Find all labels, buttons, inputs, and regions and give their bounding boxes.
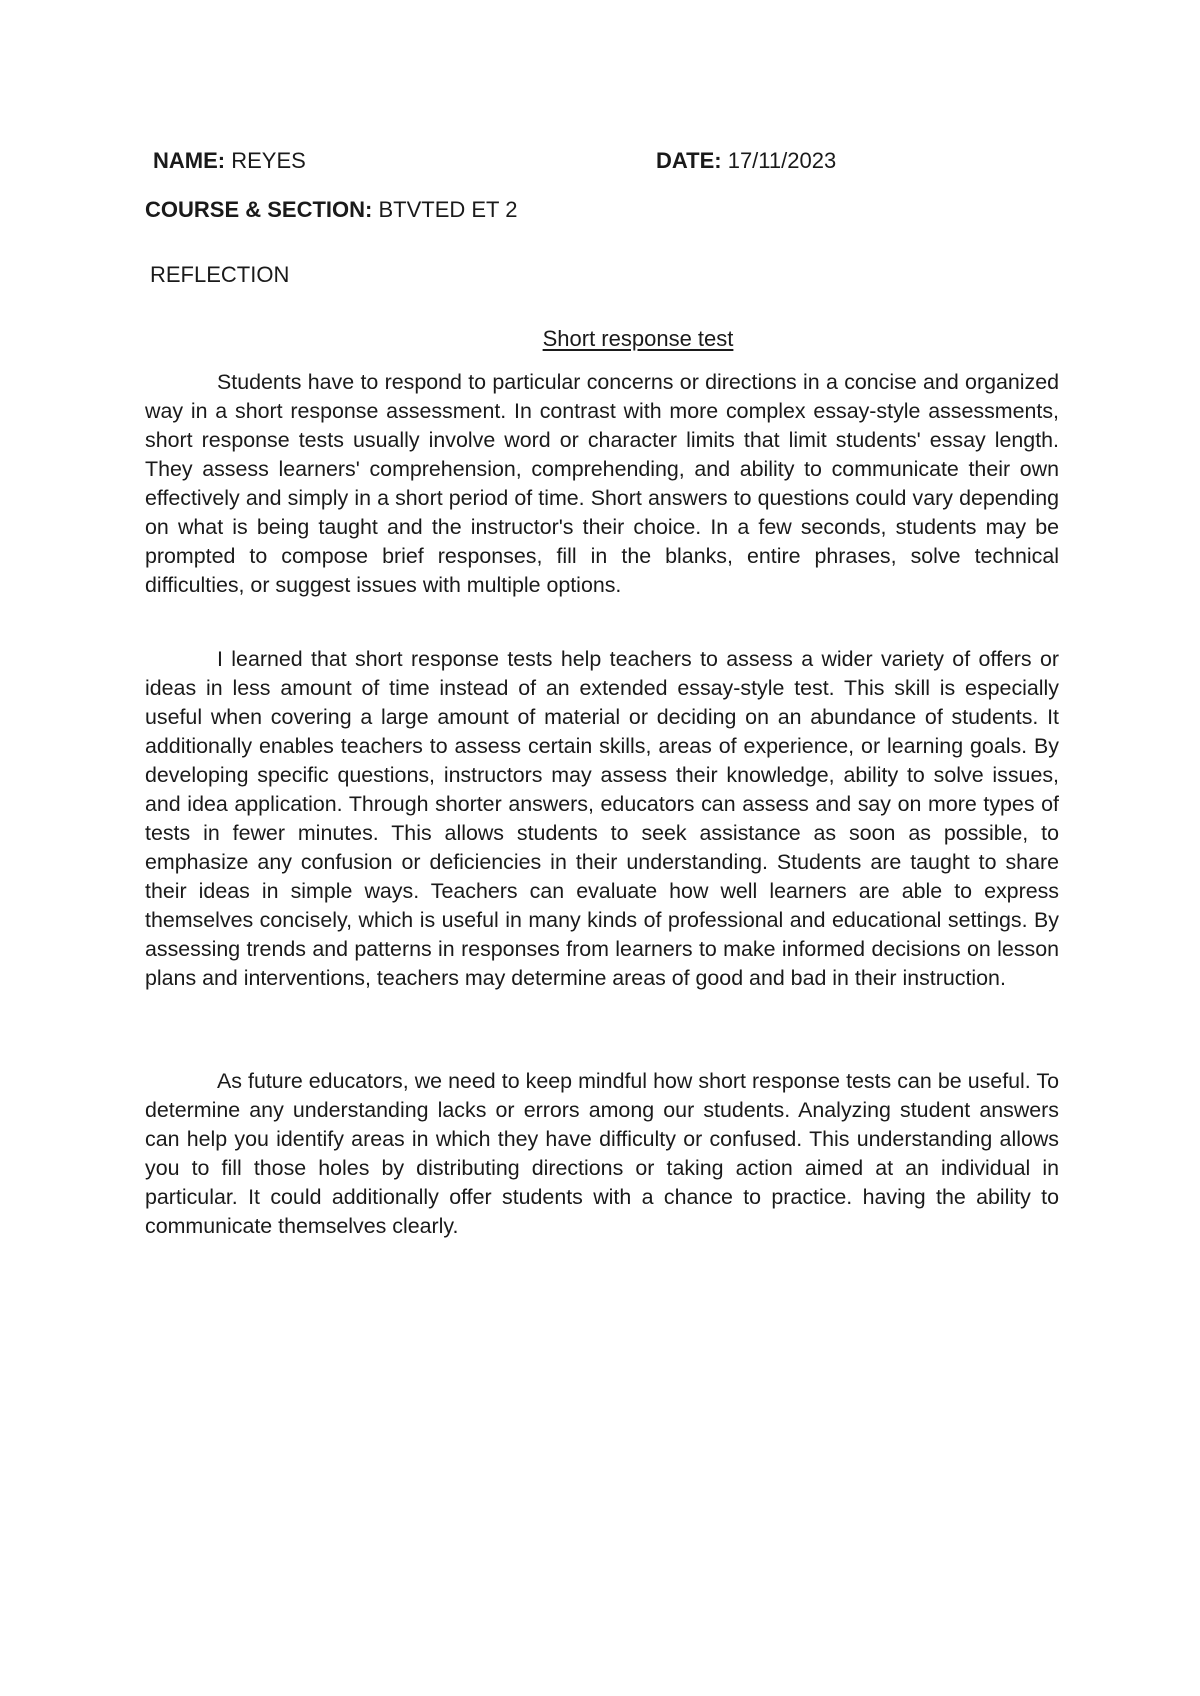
name-label: NAME: bbox=[153, 148, 226, 173]
section-heading: REFLECTION bbox=[150, 262, 290, 287]
course-value: BTVTED ET 2 bbox=[372, 197, 518, 222]
name-field bbox=[153, 148, 306, 174]
date-label: DATE: bbox=[656, 148, 722, 173]
paragraph-text: I learned that short response tests help teachers to assess a wider variety of offers or ideas in less amount of time instead of an extended essay-style test. This skill is especially useful when covering a large amount of material or deciding on an abundance of students. It additionally enables teachers to assess certain skills, areas of experience, or learning goals. By developing specific questions, instructors may assess their knowledge, ability to solve issues, and idea application. Through shorter answers, educators can assess and say on more types of tests in fewer minutes. This allows students to seek assistance as soon as possible, to emphasize any confusion or deficiencies in their understanding. Students are taught to share their ideas in simple ways. Teachers can evaluate how well learners are able to express themselves concisely, which is useful in many kinds of professional and educational settings. By assessing trends and patterns in responses from learners to make informed decisions on lesson plans and interventions, teachers may determine areas of good and bad in their instruction. bbox=[145, 647, 1059, 990]
paragraph-2 bbox=[145, 645, 1059, 993]
paragraph-1 bbox=[145, 368, 1059, 600]
document-subtitle: Short response test bbox=[542, 326, 734, 351]
course-label: COURSE & SECTION: bbox=[145, 197, 373, 222]
paragraph-3 bbox=[145, 1067, 1059, 1241]
paragraph-text: Students have to respond to particular concerns or directions in a concise and organized way in a short response assessment. In contrast with more complex essay-style assessments, short response tests usually involve word or character limits that limit students' essay length. They assess learners' comprehension, comprehending, and ability to communicate their own effectively and simply in a short period of time. Short answers to questions could vary depending on what is being taught and the instructor's their choice. In a few seconds, students may be prompted to compose brief responses, fill in the blanks, entire phrases, solve technical difficulties, or suggest issues with multiple options. bbox=[145, 370, 1059, 597]
course-section-field bbox=[145, 197, 517, 223]
date-value: 17/11/2023 bbox=[721, 148, 837, 173]
paragraph-text: As future educators, we need to keep mindful how short response tests can be useful. To determine any understanding lacks or errors among our students. Analyzing student answers can help you identify areas in which they have difficulty or confused. This understanding allows you to fill those holes by distributing directions or taking action aimed at an individual in particular. It could additionally offer students with a chance to practice. having the ability to communicate themselves clearly. bbox=[145, 1069, 1059, 1238]
date-field bbox=[656, 148, 836, 174]
name-value: REYES bbox=[225, 148, 306, 173]
